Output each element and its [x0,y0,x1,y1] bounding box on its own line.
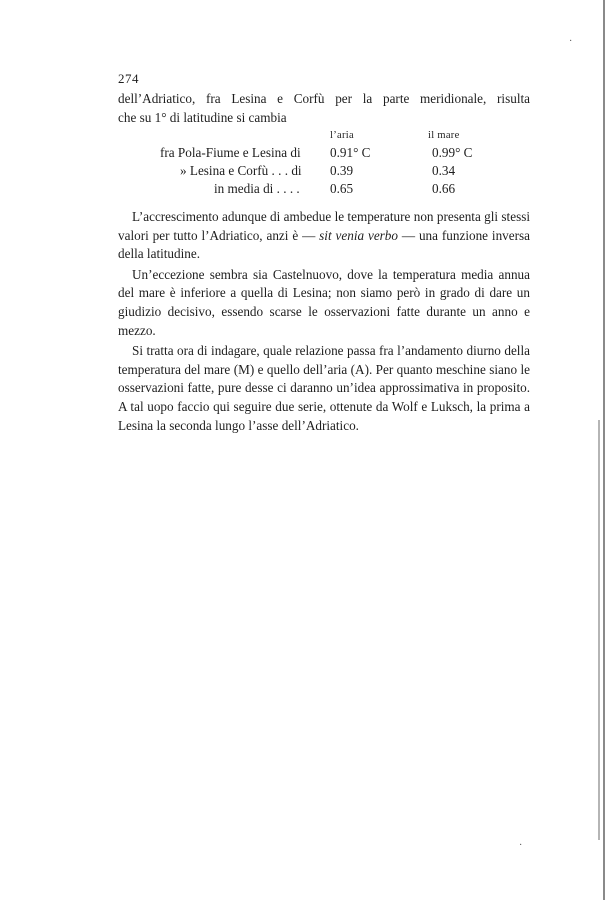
scan-speck: · [519,840,523,851]
table-row [160,181,490,200]
italic-phrase: sit venia verbo [319,227,398,243]
paragraph: Si tratta ora di indagare, quale relazione passa fra l’andamento diurno della temperatura del mare (M) e quello dell’aria (A). Per quanto meschine siano le osservazioni fatte, pure desse ci daranno un’idea approssimativa in proposito. A tal uopo faccio qui seguire due serie, ottenute da Wolf e Luksch, la prima a Lesina la seconda lungo l’asse dell’Adriatico. [118,343,530,433]
row-label: in media di . . . . [214,181,300,196]
paragraph [118,208,530,264]
table-row [160,145,490,164]
row-label: fra Pola-Fiume e Lesina di [160,145,301,160]
table-row [160,163,490,182]
sea-value: 0.99° C [432,145,473,160]
row-label: » Lesina e Corfù . . . di [180,163,302,178]
sea-value: 0.34 [432,163,456,178]
sea-value: 0.66 [432,181,456,196]
column-header-sea: il mare [428,130,460,141]
body-text [118,208,530,437]
intro-paragraph [118,90,530,127]
page-number: 274 [118,71,139,86]
air-value: 0.39 [330,163,354,178]
paragraph-text: — una funzione inversa della latitudine. [118,227,531,262]
air-value: 0.91° C [330,145,371,160]
intro-line: dell’Adriatico, fra Lesina e Corfù per la parte meridionale, risulta [118,91,530,106]
air-value: 0.65 [330,181,354,196]
scan-edge-right [603,0,605,900]
paragraph-text: L’accrescimento adunque di ambedue le temperature non presenta gli stessi valori per tutto l’Adriatico, anzi è — [118,209,530,243]
scan-edge-right-dark [598,420,600,840]
column-header-air: l’aria [330,130,354,141]
scan-speck: · [569,36,573,47]
paragraph: Un’eccezione sembra sia Castelnuovo, dove la temperatura media annua del mare è inferiore a quella di Lesina; non siamo però in grado di dare un giudizio decisivo, essendo scarse le osservazioni fatte durante un anno e mezzo. [118,266,530,338]
intro-line: che su 1° di latitudine si cambia [118,109,287,125]
